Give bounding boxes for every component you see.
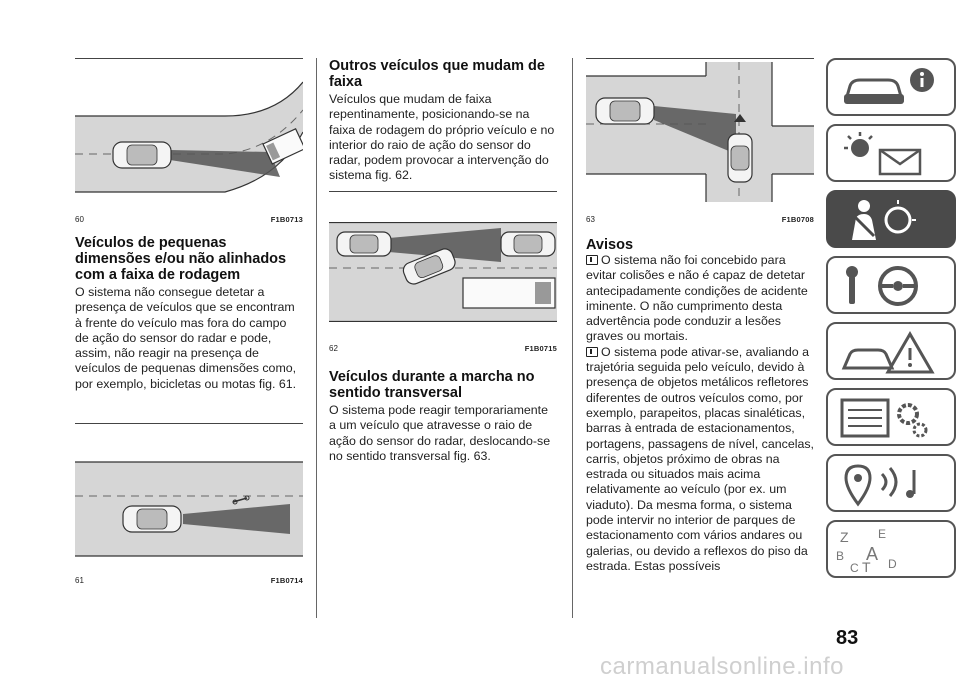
figure-60 xyxy=(75,62,303,202)
svg-text:B: B xyxy=(836,549,845,563)
warning-1 xyxy=(586,253,816,345)
lane-change-illustration xyxy=(329,222,557,322)
figure-top-rule xyxy=(75,58,303,59)
section-lane-change xyxy=(329,58,557,184)
figure-code: F1B0715 xyxy=(524,344,557,353)
svg-text:A: A xyxy=(866,544,879,564)
section-title: Outros veículos que mudam de faixa xyxy=(329,58,545,90)
figure-number: 61 xyxy=(75,576,84,585)
figure-code: F1B0713 xyxy=(270,215,303,224)
warning-book-icon xyxy=(586,255,598,265)
section-body: O sistema não consegue detetar a presença de veículos que se encontram à frente do veículo mas fora do campo de ação do sensor do radar e pode, assim, não reagir na presença de veículos de pequenas dimensões como, por exemplo, bicicletas ou motas fig. 61. xyxy=(75,285,297,391)
page-number: 83 xyxy=(836,627,859,649)
column-separator-1 xyxy=(316,58,317,618)
index-letters-icon xyxy=(836,526,946,574)
figure-62 xyxy=(329,222,557,322)
ego-car xyxy=(123,506,181,532)
warning-1-text: O sistema não foi concebido para evitar colisões e não é capaz de detetar antecipadamente condições de acidente iminente. O não cumprimento desta advertência pode conduzir a lesões graves ou mortais. xyxy=(586,253,808,344)
multimedia-icon xyxy=(836,460,946,508)
figure-number: 60 xyxy=(75,215,84,224)
seatbelt-airbag-icon xyxy=(836,196,946,244)
truck xyxy=(463,278,555,308)
figure-63-top-rule xyxy=(586,58,814,59)
crossing-car xyxy=(728,134,752,182)
straight-road-illustration xyxy=(75,450,303,562)
warning-breakdown-icon xyxy=(836,328,946,376)
svg-text:C: C xyxy=(850,561,859,574)
column-separator-2 xyxy=(572,58,573,618)
watermark: carmanualsonline.info xyxy=(600,653,844,680)
figure-code: F1B0708 xyxy=(781,215,814,224)
section-title: Veículos de pequenas dimensões e/ou não alinhados com a faixa de rodagem xyxy=(75,235,287,283)
figure-63 xyxy=(586,62,814,202)
car-info-icon xyxy=(836,64,946,112)
figure-number: 62 xyxy=(329,344,338,353)
warning-2 xyxy=(586,345,816,574)
vehicle-ahead xyxy=(501,232,555,256)
section-body: O sistema pode reagir temporariamente a um veículo que atravesse o raio de ação do sensor do radar, deslocando-se no sentido transversal fig. 63. xyxy=(329,403,551,463)
ego-car xyxy=(596,98,654,124)
tab-car-info[interactable] xyxy=(826,58,956,116)
warnings-heading: Avisos xyxy=(586,237,634,253)
warning-book-icon xyxy=(586,347,598,357)
tab-emergency[interactable] xyxy=(826,322,956,380)
curved-road-illustration xyxy=(75,62,303,202)
column-1 xyxy=(75,58,303,59)
figure-61 xyxy=(75,450,303,562)
svg-text:D: D xyxy=(888,557,897,571)
warning-2-text: O sistema pode ativar-se, avaliando a trajetória seguida pelo veículo, devido à presença de objetos metálicos refletores diferentes de outros veículos como, por exemplo, parapeitos, placas sinaléticas, barras à entrada de estacionamentos, portagens, passagens de nível, cancelas, carris, objetos próximo de obras na estrada ou situados mais acima relativamente ao veículo (por ex. um viaduto). Da mesma forma, o sistema pode intervir no interior de parques de estacionamento com vários andares ou galerias, ou devido a reflexos do piso da estrada. Estas possíveis xyxy=(586,344,814,573)
section-transverse xyxy=(329,369,557,464)
figure-62-top-rule xyxy=(329,191,557,192)
figure-63-caption xyxy=(586,215,814,224)
lights-message-icon xyxy=(836,130,946,178)
ego-car xyxy=(113,142,171,168)
tab-lights-messages[interactable] xyxy=(826,124,956,182)
warnings-section xyxy=(586,237,816,574)
figure-number: 63 xyxy=(586,215,595,224)
key-steering-wheel-icon xyxy=(836,262,946,310)
maintenance-gears-icon xyxy=(836,394,946,442)
tab-index[interactable] xyxy=(826,520,956,578)
tab-safety[interactable] xyxy=(826,190,956,248)
section-title: Veículos durante a marcha no sentido transversal xyxy=(329,369,535,401)
tab-starting-driving[interactable] xyxy=(826,256,956,314)
figure-code: F1B0714 xyxy=(270,576,303,585)
figure-60-caption xyxy=(75,215,303,224)
ego-car xyxy=(337,232,391,256)
section-small-vehicles xyxy=(75,235,303,392)
svg-text:Z: Z xyxy=(840,529,849,545)
figure-61-top-rule xyxy=(75,423,303,424)
svg-text:E: E xyxy=(878,527,887,541)
tab-maintenance[interactable] xyxy=(826,388,956,446)
crossing-illustration xyxy=(586,62,814,202)
section-body: Veículos que mudam de faixa repentinamente, posicionando-se na faixa de rodagem do próprio veículo e no interior do raio de ação do sensor do radar, podem provocar a intervenção do sistema fig. 62. xyxy=(329,92,555,183)
svg-text:T: T xyxy=(862,559,871,574)
figure-61-caption xyxy=(75,576,303,585)
figure-62-caption xyxy=(329,344,557,353)
tab-multimedia[interactable] xyxy=(826,454,956,512)
